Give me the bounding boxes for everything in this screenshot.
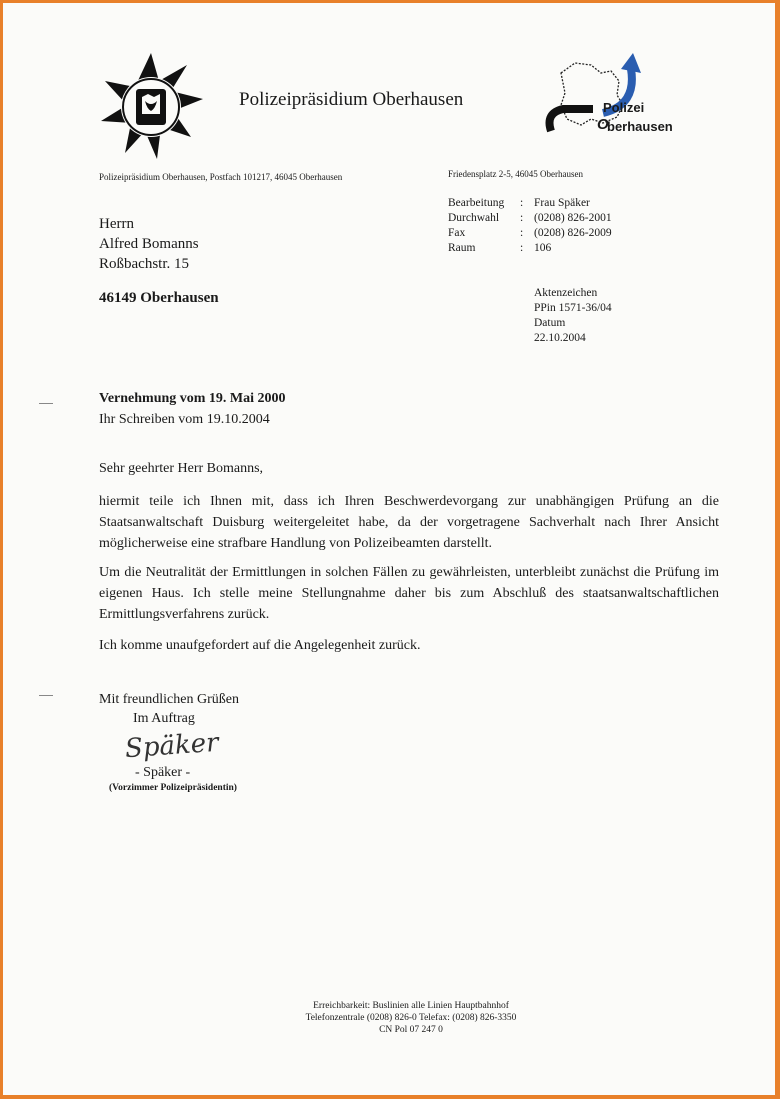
date-label: Datum	[534, 317, 566, 329]
fold-mark	[39, 403, 53, 404]
footer-line: Telefonzentrale (0208) 826-0 Telefax: (0208) 826-3350	[305, 1013, 517, 1023]
closing-auftrag: Im Auftrag	[133, 711, 195, 726]
paragraph: Ich komme unaufgefordert auf die Angelegenheit zurück.	[99, 638, 421, 653]
subject-block	[99, 388, 286, 430]
contact-row	[448, 211, 612, 226]
contact-label: Durchwahl	[448, 212, 500, 224]
paragraph: hiermit teile ich Ihnen mit, dass ich Ihren Beschwerdevorgang zur unabhängigen Prüfung an die Staatsanwaltschaft Duisburg weitergeleitet habe, da der vorgetragene Sachverhalt nach Ihrer Ansicht möglicherweise eine strafbare Handlung von Polizeibeamten darstellt.	[99, 494, 719, 551]
polizei-oberhausen-logo	[541, 53, 691, 148]
footer-line: CN Pol 07 247 0	[379, 1025, 443, 1035]
logo-o-letter: O	[597, 116, 609, 133]
contact-value: (0208) 826-2001	[534, 212, 612, 224]
closing-phrase: Mit freundlichen Grüßen	[99, 692, 239, 707]
contact-sep: :	[520, 227, 524, 239]
contact-value: 106	[534, 242, 552, 254]
contact-sep: :	[520, 197, 524, 209]
recipient-name: Alfred Bomanns	[99, 236, 199, 252]
contact-row	[448, 226, 612, 241]
letter-page	[3, 3, 775, 1095]
page-title: Polizeipräsidium Oberhausen	[239, 89, 464, 110]
footer-line: Erreichbarkeit: Buslinien alle Linien Hauptbahnhof	[313, 1001, 509, 1011]
contact-row	[448, 241, 612, 256]
handwritten-signature: Späker	[124, 727, 220, 765]
paragraph: Um die Neutralität der Ermittlungen in solchen Fällen zu gewährleisten, unterbleibt zunächst die Prüfung im eigenen Haus. Ich stelle meine Stellungnahme daher bis zum Abschluß des staatsanwaltschaftlichen Ermittlungsverfahrens zurück.	[99, 565, 719, 622]
subject-line: Vernehmung vom 19. Mai 2000	[99, 391, 286, 406]
recipient-city: 46149 Oberhausen	[99, 290, 219, 306]
office-address: Friedensplatz 2-5, 46045 Oberhausen	[448, 169, 583, 179]
contact-label: Raum	[448, 242, 476, 254]
contact-block	[448, 196, 612, 256]
police-star-badge-icon	[95, 51, 207, 163]
logo-oberhausen-text: berhausen	[607, 119, 673, 134]
footer	[261, 1000, 561, 1036]
contact-value: Frau Späker	[534, 197, 590, 209]
contact-label: Fax	[448, 227, 466, 239]
sender-line: Polizeipräsidium Oberhausen, Postfach 101217, 46045 Oberhausen	[99, 172, 343, 182]
reference-value: PPin 1571-36/04	[534, 302, 612, 314]
date-value: 22.10.2004	[534, 332, 586, 344]
subject-reference: Ihr Schreiben vom 19.10.2004	[99, 412, 270, 427]
contact-label: Bearbeitung	[448, 197, 505, 209]
reference-label: Aktenzeichen	[534, 287, 598, 299]
signer-name: - Späker -	[135, 765, 191, 780]
greeting: Sehr geehrter Herr Bomanns,	[99, 461, 264, 476]
contact-sep: :	[520, 212, 524, 224]
logo-polizei-text: Polizei	[603, 100, 645, 115]
signer-role: (Vorzimmer Polizeipräsidentin)	[109, 783, 237, 793]
contact-sep: :	[520, 242, 524, 254]
recipient-street: Roßbachstr. 15	[99, 256, 189, 272]
fold-mark	[39, 695, 53, 696]
contact-row	[448, 196, 612, 211]
recipient-salutation: Herrn	[99, 216, 134, 232]
contact-value: (0208) 826-2009	[534, 227, 612, 239]
recipient-address	[99, 214, 199, 274]
reference-block	[534, 286, 612, 346]
